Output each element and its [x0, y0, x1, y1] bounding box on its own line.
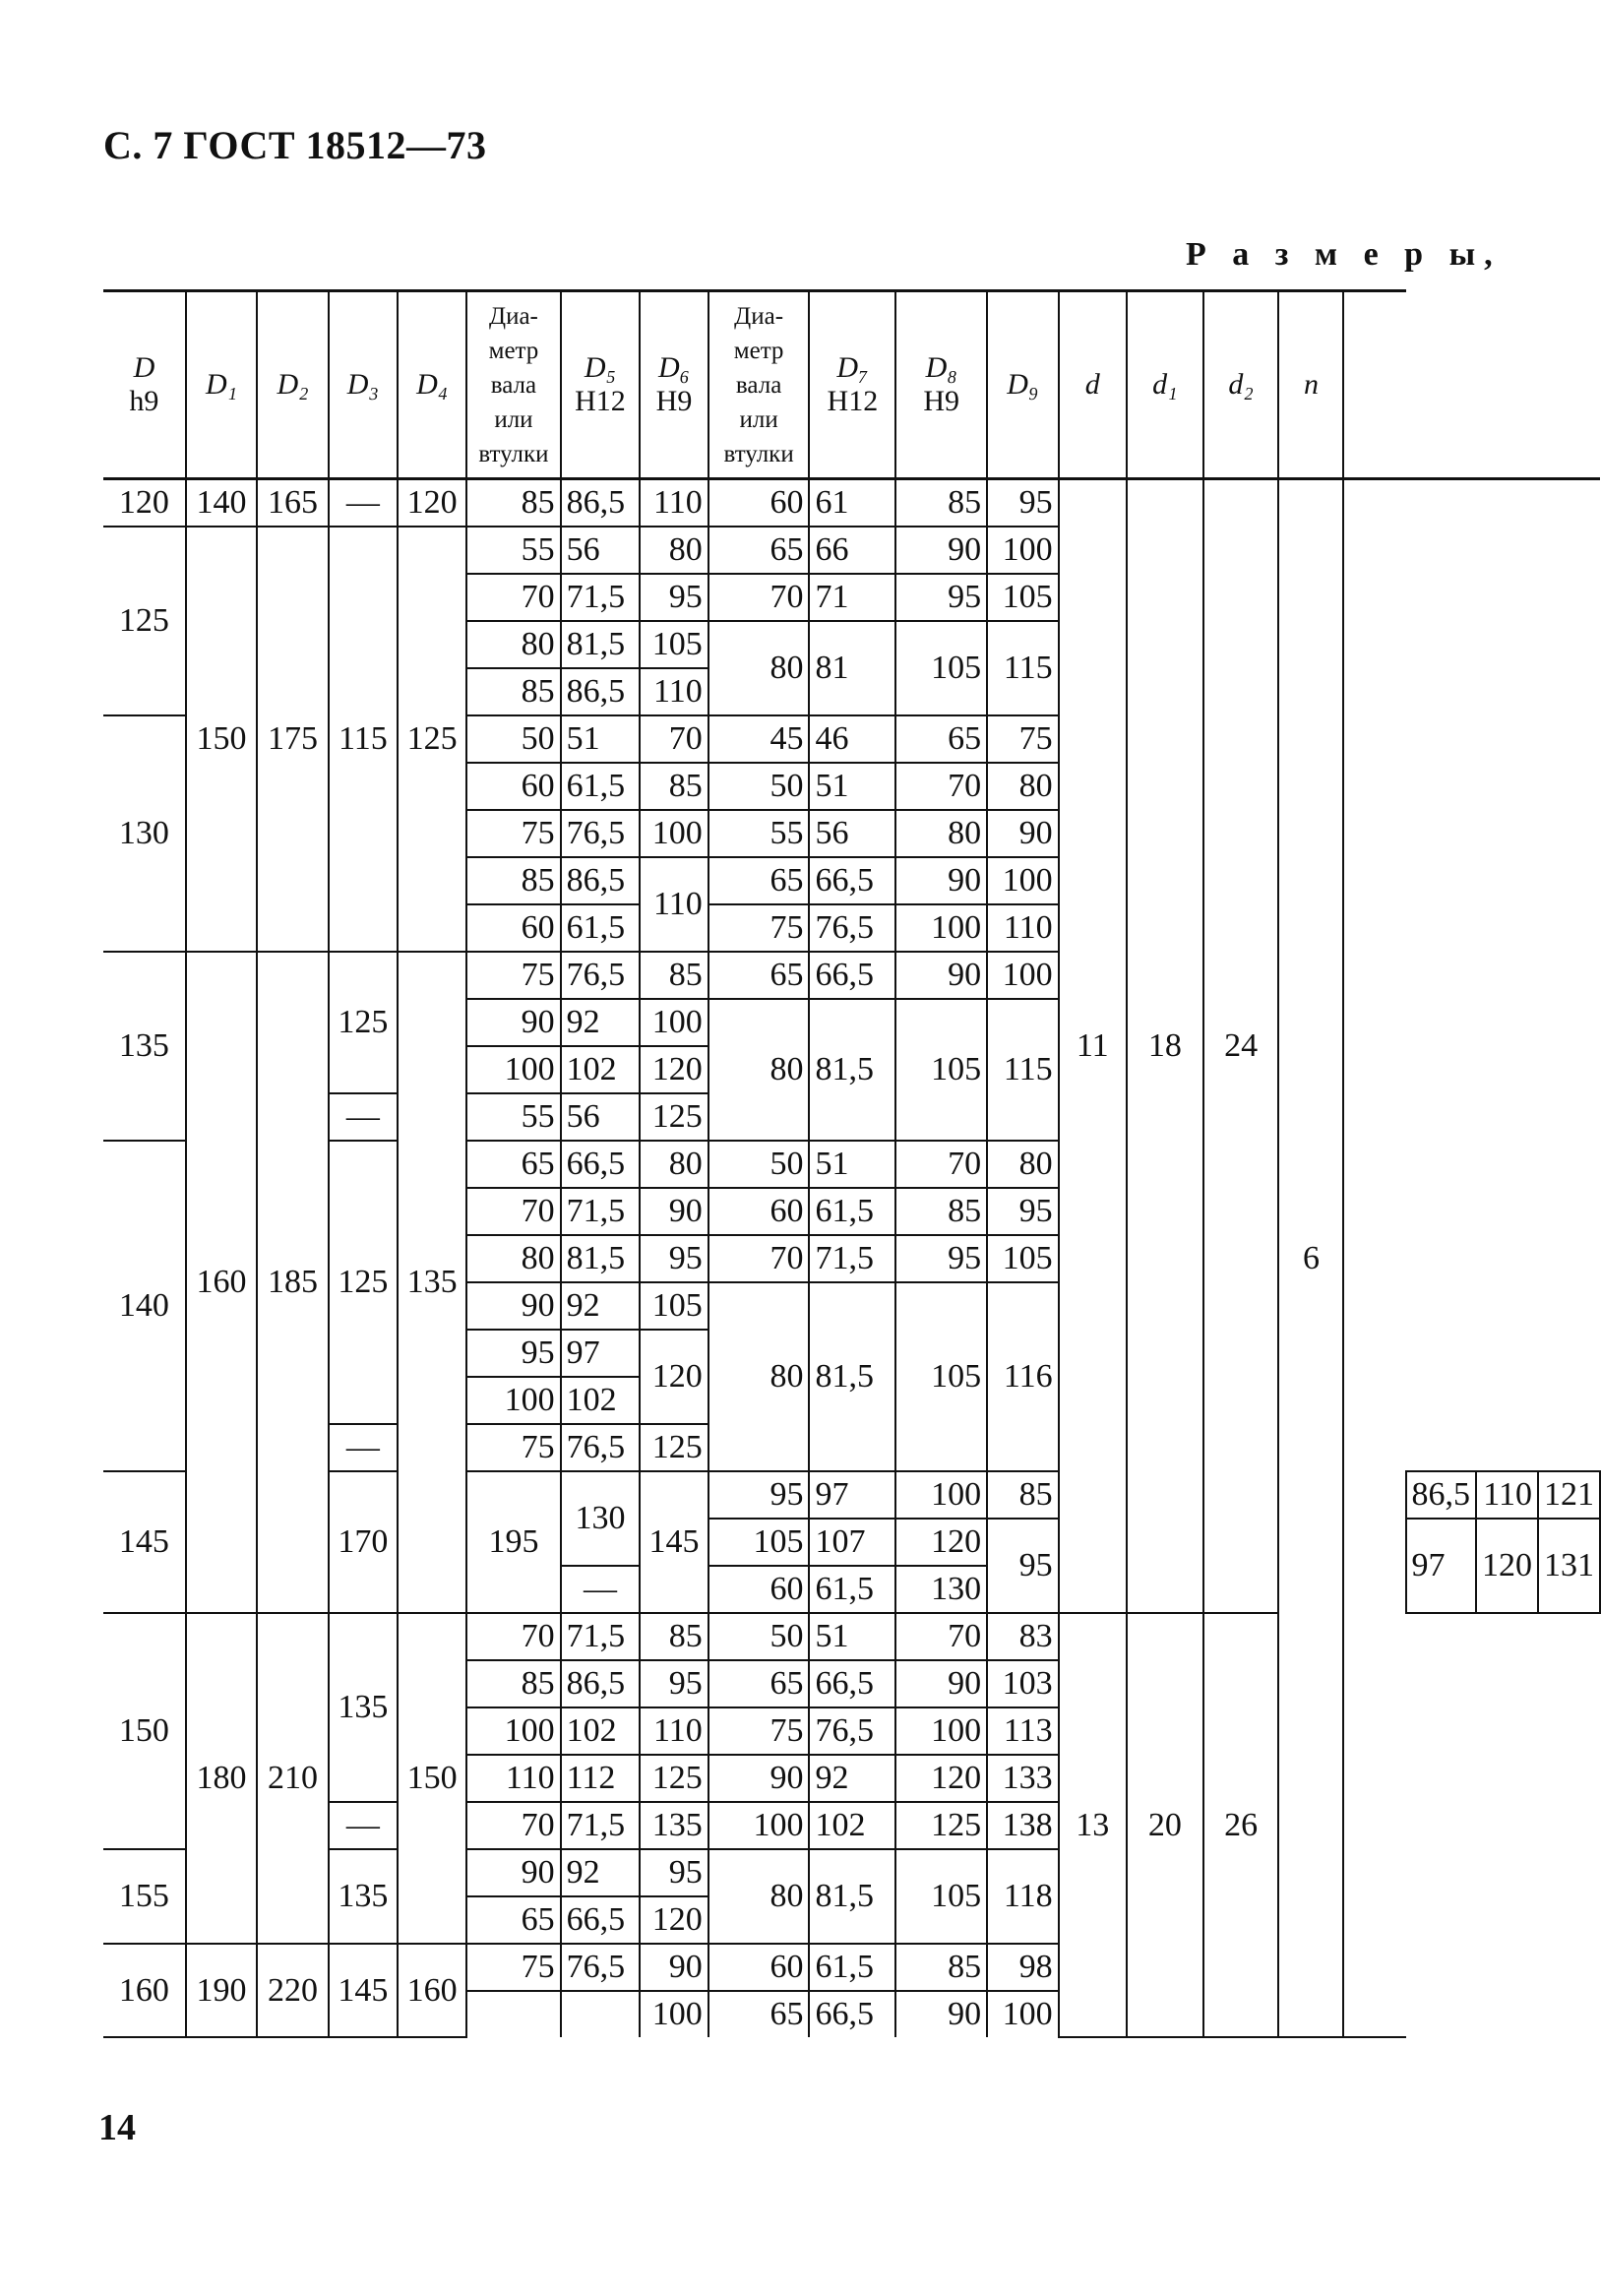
cell-d2: 24	[1203, 479, 1279, 1614]
cell-D5: 71,5	[561, 1802, 641, 1849]
cell-D6: 125	[640, 1755, 708, 1802]
cell-shaft-a: 90	[466, 999, 560, 1046]
cell-D8: 90	[895, 857, 987, 904]
cell-D5: 102	[561, 1377, 641, 1424]
cell-D9: 83	[987, 1613, 1058, 1660]
cell-D5: 56	[561, 527, 641, 574]
cell-D1: 170	[329, 1471, 398, 1613]
cell-D6: 85	[640, 763, 708, 810]
cell-D7: 61,5	[809, 1944, 895, 1991]
col-D8: D₈ H9	[895, 291, 987, 479]
col-D6: D₆ H9	[640, 291, 708, 479]
cell-D6: 135	[640, 1802, 708, 1849]
cell-shaft-a	[466, 1991, 560, 2037]
cell-shaft-a: 75	[466, 952, 560, 999]
table-row	[103, 479, 1600, 527]
cell-D9: 75	[987, 715, 1058, 763]
cell-D9: 110	[987, 904, 1058, 952]
cell-D7: 71	[809, 574, 895, 621]
cell-shaft-b: 70	[708, 1235, 810, 1282]
cell-D8: 85	[895, 1944, 987, 1991]
cell-D7: 102	[809, 1802, 895, 1849]
cell-D8: 65	[895, 715, 987, 763]
cell-shaft-a: 60	[708, 1566, 810, 1613]
cell-d2: 26	[1203, 1613, 1279, 2037]
cell-shaft-a: 75	[466, 810, 560, 857]
cell-shaft-a: 60	[466, 904, 560, 952]
cell-D7: 76,5	[809, 1707, 895, 1755]
cell-D9: 105	[987, 1235, 1058, 1282]
cell-D5: 76,5	[561, 810, 641, 857]
cell-D9: 115	[987, 621, 1058, 715]
cell-D: 130	[103, 715, 186, 952]
cell-D6: 120	[640, 1896, 708, 1944]
cell-shaft-a: 100	[466, 1707, 560, 1755]
cell-D8: 70	[895, 763, 987, 810]
col-D4: D₄	[398, 291, 466, 479]
cell-D: 135	[103, 952, 186, 1141]
cell-D9: 95	[987, 1188, 1058, 1235]
cell-D7: 66	[809, 527, 895, 574]
cell-D8: 90	[895, 952, 987, 999]
cell-D9: 133	[987, 1755, 1058, 1802]
cell-shaft-a: 80	[466, 1235, 560, 1282]
cell-D5: 102	[561, 1046, 641, 1093]
cell-shaft-b: 60	[708, 479, 810, 527]
cell-shaft-a: 110	[466, 1755, 560, 1802]
page-header-title: С. 7 ГОСТ 18512—73	[103, 123, 487, 167]
cell-D8: 85	[895, 479, 987, 527]
cell-shaft-b: 85	[987, 1471, 1058, 1519]
col-shaft-diameter-a: Диа- метр вала или втулки	[466, 291, 560, 479]
cell-D8: 105	[895, 999, 987, 1141]
cell-shaft-a: 95	[708, 1471, 810, 1519]
cell-D8: 70	[895, 1141, 987, 1188]
cell-D9: 90	[987, 810, 1058, 857]
cell-D7: 81,5	[809, 1282, 895, 1471]
cell-shaft-b: 65	[708, 857, 810, 904]
cell-shaft-b: 60	[708, 1944, 810, 1991]
cell-D2: 210	[257, 1613, 328, 1944]
col-D: D h9	[103, 291, 186, 479]
cell-D3: 145	[329, 1944, 398, 2037]
cell-D1: 160	[186, 952, 257, 1613]
cell-D7: 51	[809, 1141, 895, 1188]
cell-D3: 115	[329, 527, 398, 952]
cell-D9: 100	[987, 857, 1058, 904]
cell-shaft-b: 65	[708, 952, 810, 999]
cell-D6: 130	[895, 1566, 987, 1613]
cell-D9: 100	[987, 527, 1058, 574]
cell-D4: 135	[398, 952, 466, 1613]
cell-shaft-a: 70	[466, 1188, 560, 1235]
cell-D9: 80	[987, 1141, 1058, 1188]
cell-D: 125	[103, 527, 186, 715]
cell-D6: 95	[640, 1660, 708, 1707]
cell-D: 145	[103, 1471, 186, 1613]
cell-D1: 190	[186, 1944, 257, 2037]
cell-D9: 100	[987, 1991, 1058, 2037]
cell-D5: 66,5	[561, 1896, 641, 1944]
cell-D6: 125	[640, 1424, 708, 1471]
cell-D7: 61,5	[809, 1188, 895, 1235]
cell-shaft-a: 100	[466, 1046, 560, 1093]
cell-D1: 140	[186, 479, 257, 527]
cell-D9: 103	[987, 1660, 1058, 1707]
cell-shaft-a: 50	[466, 715, 560, 763]
cell-shaft-b: 50	[708, 763, 810, 810]
cell-D5: 86,5	[561, 668, 641, 715]
cell-shaft-b: 80	[708, 1282, 810, 1471]
cell-D6: 85	[640, 1613, 708, 1660]
cell-D6: 110	[640, 1707, 708, 1755]
cell-D7: 51	[809, 1613, 895, 1660]
cell-shaft-b: 75	[708, 904, 810, 952]
cell-shaft-b: 60	[708, 1188, 810, 1235]
cell-D4: 145	[640, 1471, 708, 1613]
cell-D9: 98	[987, 1944, 1058, 1991]
cell-D5: 81,5	[561, 621, 641, 668]
cell-D5: 76,5	[561, 952, 641, 999]
col-D7: D₇ H12	[809, 291, 895, 479]
cell-D7: 61	[809, 479, 895, 527]
cell-D8: 90	[895, 1991, 987, 2037]
units-label: Р а з м е р ы,	[1186, 236, 1502, 273]
cell-D8: 90	[895, 1660, 987, 1707]
cell-D5: 92	[561, 1282, 641, 1330]
cell-D5: 76,5	[561, 1944, 641, 1991]
cell-D6: 110	[640, 668, 708, 715]
cell-D8: 85	[895, 1188, 987, 1235]
cell-shaft-b: 80	[708, 999, 810, 1141]
cell-shaft-a: 90	[466, 1282, 560, 1330]
cell-shaft-b: 50	[708, 1613, 810, 1660]
cell-shaft-b: 45	[708, 715, 810, 763]
cell-shaft-b: 65	[708, 527, 810, 574]
cell-shaft-b: 80	[708, 1849, 810, 1944]
page-number: 14	[98, 2107, 136, 2148]
cell-shaft-a: 105	[708, 1519, 810, 1566]
col-D5: D₅ H12	[561, 291, 641, 479]
cell-D9: 121	[1538, 1471, 1600, 1519]
cell-blank	[1343, 479, 1405, 2038]
cell-D7: 97	[1406, 1519, 1477, 1613]
cell-shaft-a: 65	[466, 1896, 560, 1944]
cell-D: 150	[103, 1613, 186, 1849]
cell-shaft-a: 70	[466, 1802, 560, 1849]
cell-D9: 95	[987, 479, 1058, 527]
col-D2: D₂	[257, 291, 328, 479]
cell-D7: 81,5	[809, 1849, 895, 1944]
cell-D3: —	[561, 1566, 641, 1613]
cell-shaft-b: 95	[987, 1519, 1058, 1613]
cell-D1: 180	[186, 1613, 257, 1944]
cell-D7: 81,5	[809, 999, 895, 1141]
cell-shaft-a: 100	[466, 1377, 560, 1424]
cell-D6: 120	[895, 1519, 987, 1566]
cell-D3: —	[329, 479, 398, 527]
cell-D5: 71,5	[561, 1613, 641, 1660]
dimensions-table	[103, 289, 1601, 2038]
cell-D5: 61,5	[561, 763, 641, 810]
cell-D8: 105	[895, 1282, 987, 1471]
cell-D8: 110	[1476, 1471, 1538, 1519]
cell-D5: 86,5	[561, 479, 641, 527]
col-d: d	[1059, 291, 1127, 479]
cell-D7: 81	[809, 621, 895, 715]
cell-D2: 175	[257, 527, 328, 952]
cell-D6: 90	[640, 1188, 708, 1235]
cell-D3: —	[329, 1802, 398, 1849]
cell-D7: 46	[809, 715, 895, 763]
cell-D7: 66,5	[809, 1991, 895, 2037]
cell-D6: 125	[640, 1093, 708, 1141]
cell-shaft-a: 85	[466, 1660, 560, 1707]
cell-D: 140	[103, 1141, 186, 1471]
cell-D5: 107	[809, 1519, 895, 1566]
cell-D5: 81,5	[561, 1235, 641, 1282]
cell-D5: 97	[561, 1330, 641, 1377]
cell-D: 160	[103, 1944, 186, 2037]
cell-D5: 71,5	[561, 574, 641, 621]
cell-shaft-b: 75	[708, 1707, 810, 1755]
cell-D9: 116	[987, 1282, 1058, 1471]
cell-shaft-a: 65	[466, 1141, 560, 1188]
cell-shaft-b: 80	[708, 621, 810, 715]
cell-D5: 66,5	[561, 1141, 641, 1188]
cell-D9: 100	[987, 952, 1058, 999]
cell-D4: 120	[398, 479, 466, 527]
cell-D8: 120	[895, 1755, 987, 1802]
cell-shaft-a: 55	[466, 527, 560, 574]
cell-D3: —	[329, 1424, 398, 1471]
col-n: n	[1278, 291, 1343, 479]
cell-D6: 110	[640, 479, 708, 527]
cell-D8: 100	[895, 1707, 987, 1755]
cell-D6: 95	[640, 574, 708, 621]
cell-D9: 118	[987, 1849, 1058, 1944]
cell-D3: 125	[329, 1141, 398, 1424]
cell-D6: 105	[640, 621, 708, 668]
cell-D5: 56	[561, 1093, 641, 1141]
cell-D5: 92	[561, 999, 641, 1046]
cell-D9: 115	[987, 999, 1058, 1141]
cell-D6: 105	[640, 1282, 708, 1330]
cell-shaft-a: 85	[466, 479, 560, 527]
col-d1: d₁	[1127, 291, 1203, 479]
cell-D9: 138	[987, 1802, 1058, 1849]
cell-D8: 105	[895, 621, 987, 715]
cell-shaft-a: 85	[466, 857, 560, 904]
cell-shaft-b: 55	[708, 810, 810, 857]
cell-D3: —	[329, 1093, 398, 1141]
cell-D3: 135	[329, 1849, 398, 1944]
cell-D7: 56	[809, 810, 895, 857]
cell-D6: 80	[640, 527, 708, 574]
table-header-row	[103, 291, 1600, 479]
cell-shaft-b: 50	[708, 1141, 810, 1188]
cell-D3: 135	[329, 1613, 398, 1802]
cell-D4: 125	[398, 527, 466, 952]
cell-D8: 120	[1476, 1519, 1538, 1613]
cell-D8: 95	[895, 1235, 987, 1282]
cell-d: 11	[1059, 479, 1127, 1614]
cell-shaft-a: 75	[466, 1944, 560, 1991]
cell-D5: 86,5	[561, 857, 641, 904]
cell-d1: 18	[1127, 479, 1203, 1614]
cell-shaft-b: 90	[708, 1755, 810, 1802]
cell-D4: 150	[398, 1613, 466, 1944]
cell-D: 155	[103, 1849, 186, 1944]
cell-D9: 113	[987, 1707, 1058, 1755]
cell-D5: 61,5	[809, 1566, 895, 1613]
cell-shaft-a: 95	[466, 1330, 560, 1377]
cell-shaft-a: 90	[466, 1849, 560, 1896]
cell-D9: 80	[987, 763, 1058, 810]
cell-D2: 185	[257, 952, 328, 1613]
cell-D6: 80	[640, 1141, 708, 1188]
cell-D5: 97	[809, 1471, 895, 1519]
cell-D6: 110	[640, 857, 708, 952]
cell-shaft-a: 85	[466, 668, 560, 715]
cell-D3: 125	[329, 952, 398, 1093]
cell-shaft-b: 100	[708, 1802, 810, 1849]
col-D1: D₁	[186, 291, 257, 479]
cell-D7: 51	[809, 763, 895, 810]
cell-shaft-a: 70	[466, 574, 560, 621]
cell-D: 120	[103, 479, 186, 527]
cell-D7: 66,5	[809, 952, 895, 999]
cell-D7: 76,5	[809, 904, 895, 952]
col-blank	[1343, 291, 1405, 479]
cell-D5: 86,5	[561, 1660, 641, 1707]
cell-D8: 70	[895, 1613, 987, 1660]
cell-shaft-b: 70	[708, 574, 810, 621]
cell-D7: 66,5	[809, 1660, 895, 1707]
cell-D5: 112	[561, 1755, 641, 1802]
cell-D5: 71,5	[561, 1188, 641, 1235]
cell-D8: 80	[895, 810, 987, 857]
cell-D6: 85	[640, 952, 708, 999]
cell-D6: 100	[895, 1471, 987, 1519]
cell-shaft-b: 65	[708, 1991, 810, 2037]
cell-D7: 66,5	[809, 857, 895, 904]
cell-D8: 90	[895, 527, 987, 574]
cell-D9: 105	[987, 574, 1058, 621]
cell-D5: 61,5	[561, 904, 641, 952]
cell-D7: 71,5	[809, 1235, 895, 1282]
col-shaft-diameter-b: Диа- метр вала или втулки	[708, 291, 810, 479]
cell-D6: 95	[640, 1235, 708, 1282]
cell-shaft-b: 65	[708, 1660, 810, 1707]
cell-d1: 20	[1127, 1613, 1203, 2037]
cell-D6: 100	[640, 810, 708, 857]
cell-D7: 92	[809, 1755, 895, 1802]
cell-shaft-a: 60	[466, 763, 560, 810]
cell-D5: 76,5	[561, 1424, 641, 1471]
cell-D6: 100	[640, 1991, 708, 2037]
cell-D6: 120	[640, 1046, 708, 1093]
col-D3: D₃	[329, 291, 398, 479]
cell-D9: 131	[1538, 1519, 1600, 1613]
cell-D6: 120	[640, 1330, 708, 1424]
col-D9: D₉	[987, 291, 1058, 479]
cell-D3: 130	[561, 1471, 641, 1566]
cell-D8: 125	[895, 1802, 987, 1849]
cell-D4: 160	[398, 1944, 466, 2037]
cell-D2: 220	[257, 1944, 328, 2037]
cell-D2: 195	[466, 1471, 560, 1613]
cell-shaft-a: 75	[466, 1424, 560, 1471]
cell-D5: 92	[561, 1849, 641, 1896]
cell-n: 6	[1278, 479, 1343, 2038]
cell-shaft-a: 55	[466, 1093, 560, 1141]
cell-D5: 102	[561, 1707, 641, 1755]
cell-D6: 70	[640, 715, 708, 763]
cell-D5: 51	[561, 715, 641, 763]
cell-D8: 100	[895, 904, 987, 952]
cell-D6: 90	[640, 1944, 708, 1991]
cell-d: 13	[1059, 1613, 1127, 2037]
cell-D8: 105	[895, 1849, 987, 1944]
cell-D7: 86,5	[1406, 1471, 1477, 1519]
cell-D1: 150	[186, 527, 257, 952]
cell-D6: 95	[640, 1849, 708, 1896]
cell-D6: 100	[640, 999, 708, 1046]
cell-D5	[561, 1991, 641, 2037]
cell-shaft-a: 80	[466, 621, 560, 668]
col-d2: d₂	[1203, 291, 1279, 479]
cell-D2: 165	[257, 479, 328, 527]
cell-shaft-a: 70	[466, 1613, 560, 1660]
cell-D8: 95	[895, 574, 987, 621]
